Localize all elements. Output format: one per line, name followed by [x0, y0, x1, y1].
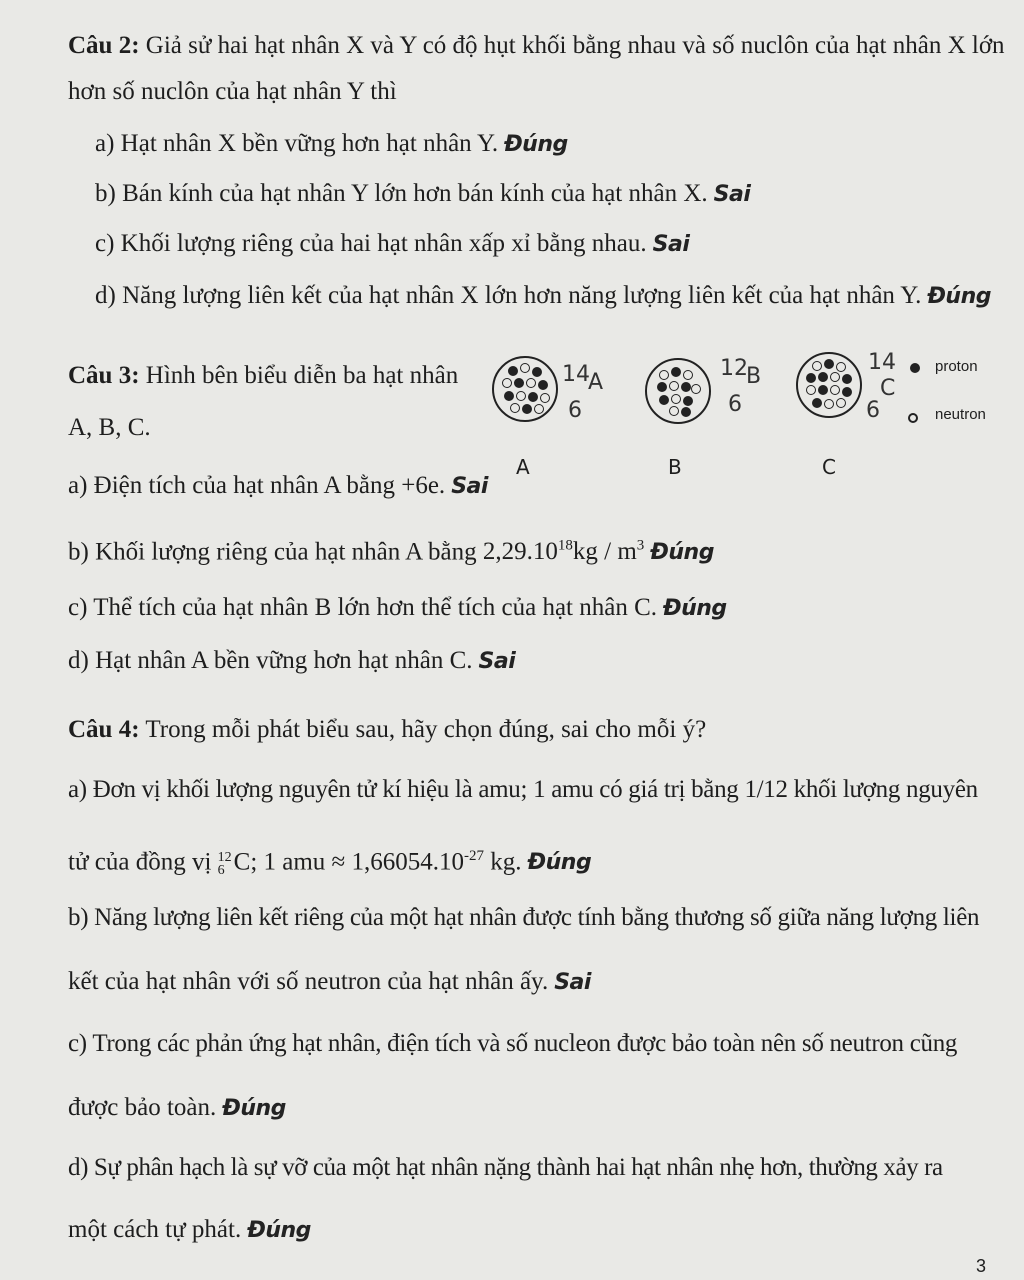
q4-b-answer: Sai	[554, 970, 591, 995]
q3-item-b-text: b) Khối lượng riêng của hạt nhân A bằng	[68, 538, 477, 566]
proton-icon	[842, 374, 852, 384]
q4-title: Câu 4:	[68, 716, 140, 743]
q4-b-text: kết của hạt nhân với số neutron của hạt nhân ấy.	[68, 968, 549, 995]
q3-item-c	[68, 592, 727, 625]
nucleus-c-label: C	[822, 455, 836, 479]
q4-b-line1: b) Năng lượng liên kết riêng của một hạt nhân được tính bằng thương số giữa năng lượng liên	[68, 904, 980, 931]
formula-base: 2,29.10	[482, 538, 558, 566]
isotope-z: 6	[217, 862, 225, 878]
neutron-icon	[502, 378, 512, 388]
proton-icon	[508, 366, 518, 376]
q3-stem-1: Hình bên biểu diễn ba hạt nhân	[145, 362, 459, 389]
neutron-icon	[669, 406, 679, 416]
q4-stem: Trong mỗi phát biểu sau, hãy chọn đúng, sai cho mỗi ý?	[145, 716, 707, 743]
isotope-mass: 12	[217, 849, 232, 865]
proton-icon	[532, 367, 542, 377]
q4-c-answer: Đúng	[222, 1096, 286, 1121]
proton-icon	[683, 396, 693, 406]
neutron-icon	[836, 362, 846, 372]
neutron-icon	[836, 398, 846, 408]
carbon-12-isotope	[218, 851, 232, 877]
q3-item-b	[68, 530, 714, 569]
neutron-icon	[540, 393, 550, 403]
neutron-legend-label: neutron	[935, 406, 986, 423]
proton-legend-label: proton	[935, 358, 978, 375]
proton-icon	[818, 385, 828, 395]
proton-icon	[514, 378, 524, 388]
neutron-icon	[534, 404, 544, 414]
q4-a-unit: kg.	[484, 848, 522, 876]
neutron-icon	[659, 370, 669, 380]
q2-item-d	[95, 280, 991, 313]
proton-icon	[528, 392, 538, 402]
q3-item-a-answer: Sai	[451, 474, 488, 499]
q2-item-b-answer: Sai	[713, 182, 751, 207]
formula-unit-exp: 3	[636, 538, 645, 554]
neutron-icon	[516, 391, 526, 401]
q4-d-text: một cách tự phát.	[68, 1216, 242, 1243]
neutron-icon	[671, 394, 681, 404]
nucleus-c-mass: 14	[868, 350, 896, 375]
nucleus-a	[492, 356, 558, 422]
nucleus-b	[645, 358, 711, 424]
q2-title: Câu 2:	[68, 32, 140, 59]
q2-item-a-answer: Đúng	[504, 132, 568, 157]
neutron-icon	[526, 378, 536, 388]
nucleus-b-label: B	[668, 455, 682, 479]
q2-item-c	[95, 228, 689, 261]
q2-stem-line1	[68, 30, 1005, 62]
proton-icon	[504, 391, 514, 401]
q4-b-line2	[68, 966, 591, 999]
proton-legend-icon	[910, 363, 920, 373]
nucleus-b-z: 6	[728, 392, 742, 417]
neutron-icon	[812, 361, 822, 371]
proton-icon	[842, 387, 852, 397]
q2-item-c-answer: Sai	[652, 232, 690, 257]
q4-d-answer: Đúng	[247, 1218, 311, 1243]
q4-stem-line	[68, 714, 706, 746]
q3-item-b-answer: Đúng	[650, 540, 714, 566]
neutron-icon	[691, 384, 701, 394]
q3-item-c-answer: Đúng	[663, 596, 727, 621]
q3-item-a-text: a) Điện tích của hạt nhân A bằng +6e.	[68, 472, 446, 499]
proton-icon	[681, 382, 691, 392]
nucleus-c-symbol: C	[880, 376, 896, 401]
neutron-icon	[830, 372, 840, 382]
neutron-icon	[830, 385, 840, 395]
q3-title: Câu 3:	[68, 362, 140, 389]
neutron-icon	[510, 403, 520, 413]
proton-icon	[824, 359, 834, 369]
neutron-icon	[669, 381, 679, 391]
q4-a-exp: -27	[464, 848, 485, 864]
q2-item-d-answer: Đúng	[927, 284, 991, 309]
q2-item-b	[95, 178, 750, 211]
nucleus-a-symbol: A	[588, 370, 604, 395]
q3-stem-line1	[68, 360, 458, 392]
q2-item-b-text: b) Bán kính của hạt nhân Y lớn hơn bán kính của hạt nhân X.	[95, 180, 708, 207]
q2-item-d-text: d) Năng lượng liên kết của hạt nhân X lớn hơn năng lượng liên kết của hạt nhân Y.	[95, 282, 922, 309]
proton-icon	[812, 398, 822, 408]
proton-icon	[522, 404, 532, 414]
q4-d-line1: d) Sự phân hạch là sự vỡ của một hạt nhân nặng thành hai hạt nhân nhẹ hơn, thường xảy ra	[68, 1154, 943, 1181]
page-number: 3	[976, 1256, 987, 1276]
neutron-icon	[824, 399, 834, 409]
q3-item-c-text: c) Thể tích của hạt nhân B lớn hơn thể tích của hạt nhân C.	[68, 594, 658, 621]
q3-stem-line2: A, B, C.	[68, 414, 151, 441]
formula-exp: 18	[557, 538, 573, 554]
proton-icon	[657, 382, 667, 392]
q4-d-line2	[68, 1214, 311, 1247]
q2-item-a	[95, 128, 568, 161]
q3-item-d-answer: Sai	[478, 649, 516, 674]
neutron-legend-icon	[908, 413, 918, 423]
q2-stem-1: Giả sử hai hạt nhân X và Y có độ hụt khối bằng nhau và số nuclôn của hạt nhân X lớn	[145, 32, 1005, 59]
neutron-icon	[806, 385, 816, 395]
nucleus-b-mass: 12	[720, 356, 748, 381]
nucleus-a-label: A	[516, 455, 530, 479]
proton-icon	[806, 373, 816, 383]
proton-icon	[671, 367, 681, 377]
q2-item-a-text: a) Hạt nhân X bền vững hơn hạt nhân Y.	[95, 130, 499, 157]
q2-item-c-text: c) Khối lượng riêng của hai hạt nhân xấp xỉ bằng nhau.	[95, 230, 647, 257]
neutron-icon	[520, 363, 530, 373]
q4-a-answer: Đúng	[527, 850, 592, 876]
proton-icon	[538, 380, 548, 390]
nucleus-c	[796, 352, 862, 418]
q4-c-text: được bảo toàn.	[68, 1094, 217, 1121]
formula-unit: kg / m	[572, 538, 637, 566]
q4-a-line2	[68, 840, 591, 879]
nucleus-a-mass: 14	[562, 362, 590, 387]
q2-stem-line2: hơn số nuclôn của hạt nhân Y thì	[68, 78, 397, 105]
q4-c-line1: c) Trong các phản ứng hạt nhân, điện tích và số nucleon được bảo toàn nên số neutron cũng	[68, 1030, 958, 1057]
neutron-icon	[683, 370, 693, 380]
q3-item-d-text: d) Hạt nhân A bền vững hơn hạt nhân C.	[68, 647, 473, 674]
q4-c-line2	[68, 1092, 286, 1125]
q4-a-prefix: tử của đồng vị	[68, 848, 212, 876]
q4-a-amu-value: C; 1 amu ≈ 1,66054.10	[233, 848, 465, 876]
q3-item-d	[68, 645, 515, 678]
q3-item-a	[68, 470, 488, 503]
q4-a-line1: a) Đơn vị khối lượng nguyên tử kí hiệu là amu; 1 amu có giá trị bằng 1/12 khối lượng nguyên	[68, 776, 978, 803]
q3-item-b-formula	[483, 538, 644, 565]
proton-icon	[681, 407, 691, 417]
nucleus-c-z: 6	[866, 398, 880, 423]
nucleus-b-symbol: B	[746, 364, 762, 389]
proton-icon	[818, 372, 828, 382]
proton-icon	[659, 395, 669, 405]
nucleus-a-z: 6	[568, 398, 582, 423]
